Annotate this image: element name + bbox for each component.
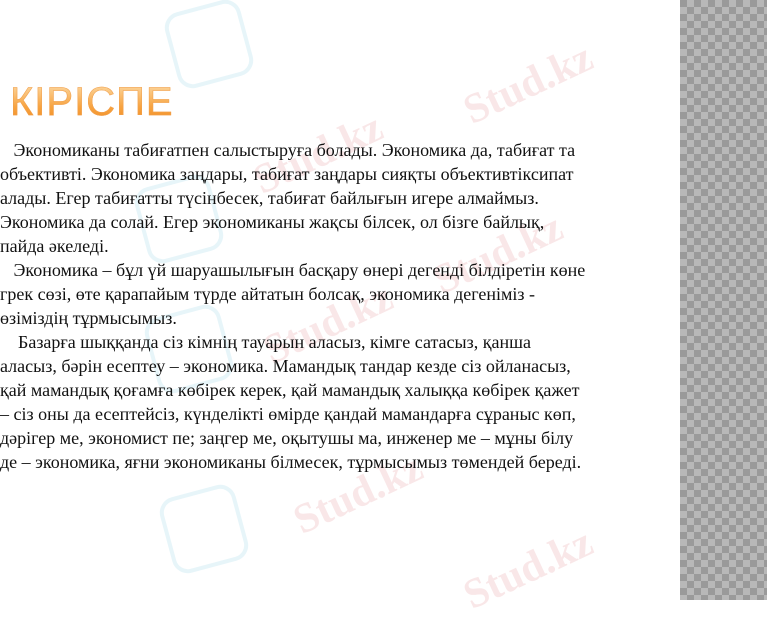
text-line: Экономика – бұл үй шаруашылығын басқару өнері дегенді білдіретін көне (0, 260, 586, 280)
text-line: – сіз оны да есептейсіз, күнделікті өмірде қандай мамандарға сұраныс көп, (0, 404, 576, 424)
watermark-logo (156, 481, 252, 577)
watermark: Stud.kz (456, 34, 600, 134)
side-pattern-panel (680, 0, 767, 600)
text-line: Базарға шыққанда сіз кімнің тауарын аласыз, кімге сатасыз, қанша (0, 332, 531, 352)
text-line: алады. Егер табиғатты түсінбесек, табиғат байлығын игере алмаймыз. (0, 188, 539, 208)
slide-body (0, 138, 680, 474)
text-line: Экономика да солай. Егер экономиканы жақсы білсек, ол бізге байлық, (0, 212, 545, 232)
text-line: дәрігер ме, экономист пе; заңгер ме, оқытушы ма, инженер ме – мұны білу (0, 428, 574, 448)
watermark: Stud.kz (256, 274, 400, 374)
watermark-logo (161, 0, 257, 92)
text-line: Экономиканы табиғатпен салыстыруға болады. Экономика да, табиғат та (0, 140, 576, 160)
text-line: қай мамандық қоғамға көбірек керек, қай мамандық халыққа көбірек қажет (0, 380, 580, 400)
text-line: аласыз, бәрін есептеу – экономика. Мамандық тандар кезде сіз ойланасыз, (0, 356, 571, 376)
text-line: өзіміздің тұрмысымыз. (0, 308, 177, 328)
text-line: объективті. Экономика заңдары, табиғат заңдары сияқты объективтіксипат (0, 164, 574, 184)
text-line: грек сөзі, өте қарапайым түрде айтатын болсақ, экономика дегеніміз - (0, 284, 535, 304)
slide-title: КІРІСПЕ (10, 80, 174, 124)
watermark: Stud.kz (426, 204, 570, 304)
text-line: пайда әкеледі. (0, 236, 109, 256)
watermark: Stud.kz (456, 519, 600, 619)
watermark: Stud.kz (286, 444, 430, 544)
watermark: Stud.kz (246, 104, 390, 204)
text-line: де – экономика, яғни экономиканы білмесек, тұрмысымыз төмендей береді. (0, 452, 582, 472)
